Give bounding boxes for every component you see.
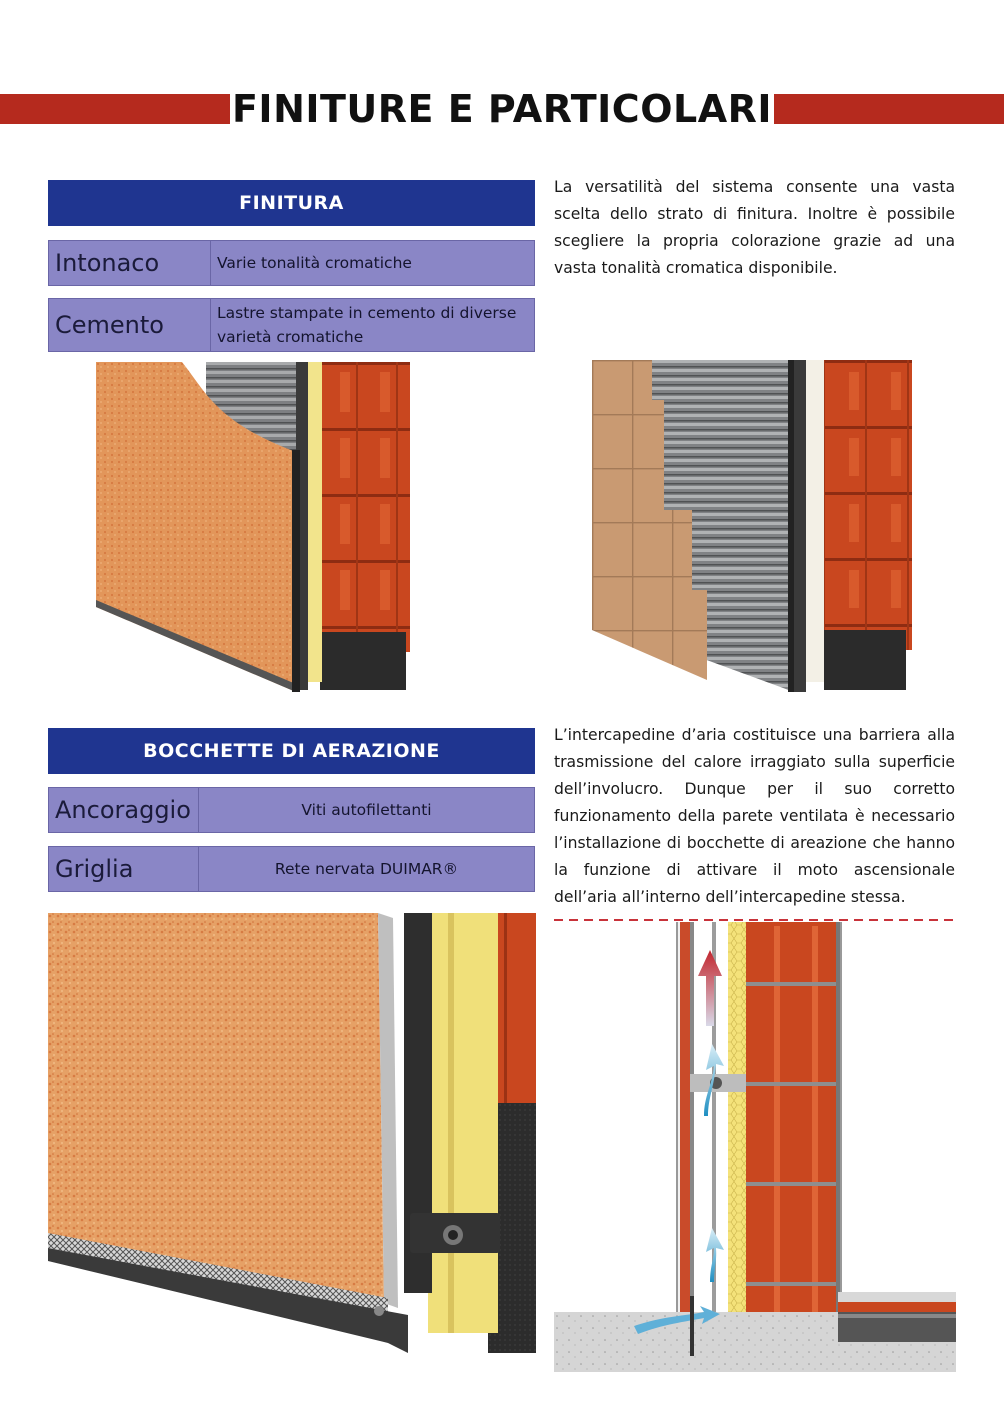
finitura-description: La versatilità del sistema consente una vasta scelta dello strato di finitura. Inoltre è possibile scegliere la propria colorazione grazie ad una vasta tonalità cromatica disponibile. <box>554 178 955 277</box>
bocchette-header: BOCCHETTE DI AERAZIONE <box>48 728 535 774</box>
row-value-line: Lastre stampate in cemento di diverse <box>217 304 517 322</box>
row-label: Ancoraggio <box>49 788 199 832</box>
finitura-header: FINITURA <box>48 180 535 226</box>
bocchette-description: L’intercapedine d’aria costituisce una barriera alla trasmissione del calore irraggiato sulla superficie dell’involucro. Dunque per il suo corretto funzionamento della parete ventilata è necessario l’installazione di bocchette di areazione che hanno la funzione di attivare il moto ascensionale dell’aria all’interno dell’intercapedine stessa. <box>554 726 955 906</box>
row-label: Cemento <box>49 299 211 351</box>
plaster-wall-illustration <box>96 362 412 692</box>
row-value: Viti autofilettanti <box>301 801 432 819</box>
page-title: FINITURE E PARTICOLARI <box>231 87 773 131</box>
row-value: Varie tonalità cromatiche <box>217 254 412 272</box>
title-bar-right <box>774 94 1004 124</box>
row-label: Griglia <box>49 847 199 891</box>
row-value <box>211 299 534 351</box>
finitura-row-cemento <box>48 298 535 352</box>
airflow-section-diagram <box>554 916 956 1372</box>
cement-slab-illustration <box>592 360 912 692</box>
row-label: Intonaco <box>49 241 211 285</box>
bocchette-row-ancoraggio <box>48 787 535 833</box>
ventilation-grille-illustration <box>48 913 536 1353</box>
row-value-line: varietà cromatiche <box>217 328 364 346</box>
row-value: Rete nervata DUIMAR® <box>274 860 459 878</box>
title-bar-left <box>0 94 230 124</box>
finitura-row-intonaco <box>48 240 535 286</box>
bocchette-row-griglia <box>48 846 535 892</box>
